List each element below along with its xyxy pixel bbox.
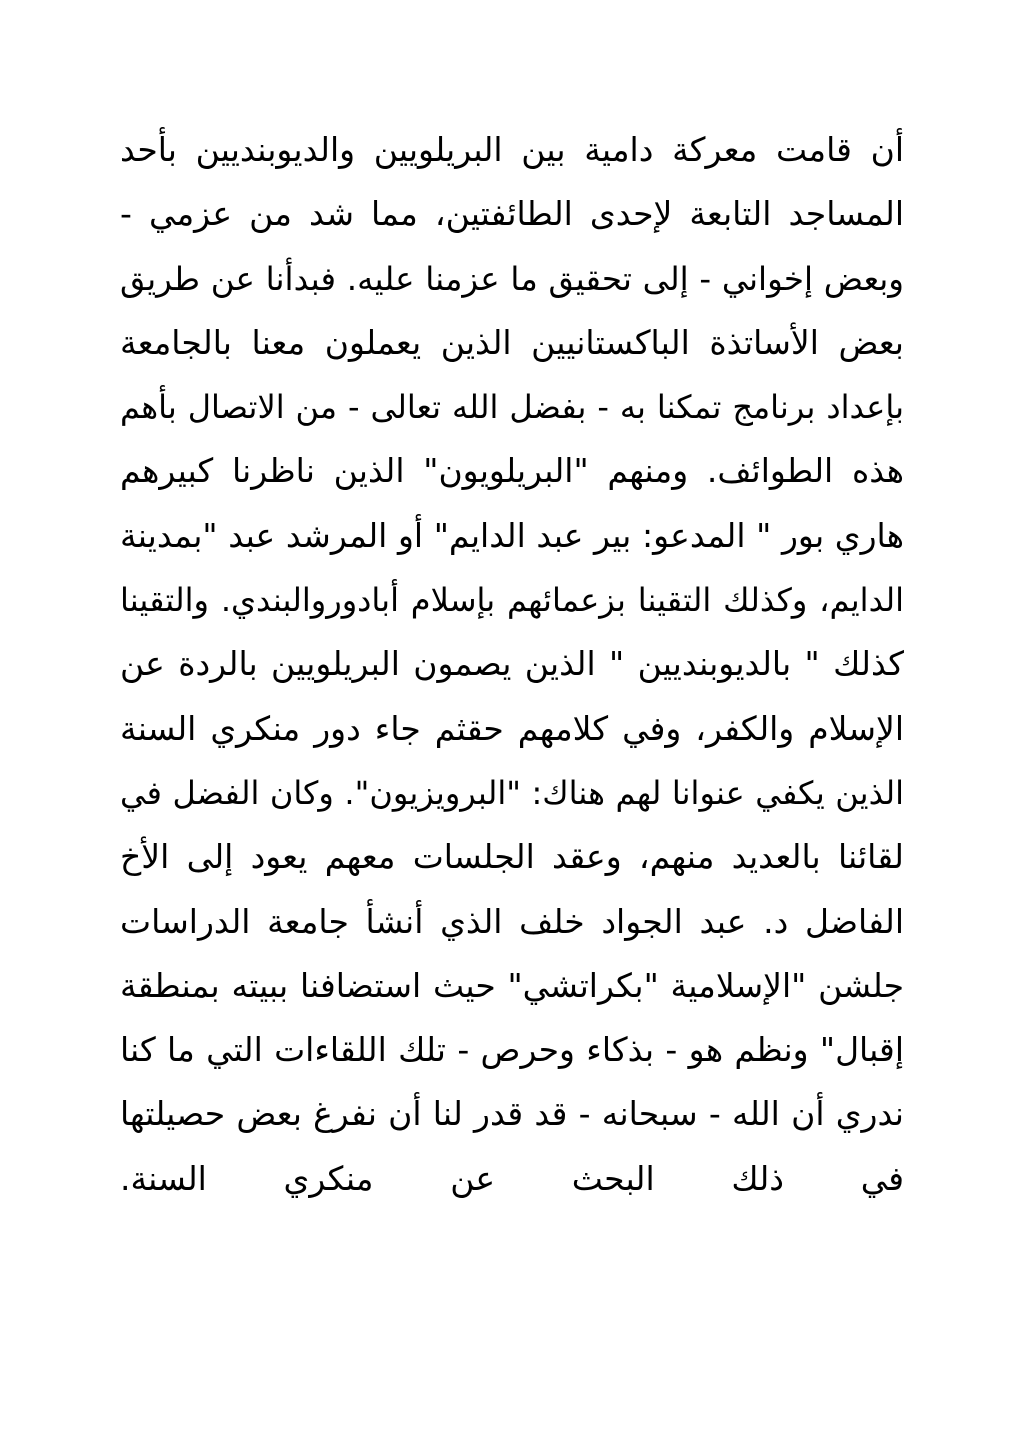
- text-line: إقبال" ونظم هو - بذكاء وحرص - تلك اللقاءات التي ما كنا: [120, 1030, 904, 1070]
- text-line: وبعض إخواني - إلى تحقيق ما عزمنا عليه. فبدأنا عن طريق: [120, 259, 904, 298]
- text-line: الفاضل د. عبد الجواد خلف الذي أنشأ جامعة الدراسات: [120, 901, 904, 941]
- text-line: جلشن "الإسلامية "بكراتشي" حيث استضافنا ببيته بمنطقة: [120, 965, 904, 1005]
- text-line: المساجد التابعة لإحدى الطائفتين، مما شد من عزمي -: [120, 194, 904, 234]
- text-line: لقائنا بالعديد منهم، وعقد الجلسات معهم يعود إلى الأخ: [120, 837, 904, 877]
- text-line: الذين يكفي عنوانا لهم هناك: "البرويزيون". وكان الفضل في: [120, 773, 904, 812]
- text-line: في ذلك البحث عن منكري السنة.: [120, 1158, 904, 1198]
- text-line: بإعداد برنامج تمكنا به - بفضل الله تعالى - من الاتصال بأهم: [120, 388, 904, 427]
- text-line: هاري بور " المدعو: بير عبد الدايم" أو المرشد عبد "بمدينة: [120, 515, 904, 555]
- text-line: أن قامت معركة دامية بين البريلويين والديوبنديين بأحد: [120, 130, 904, 169]
- text-line: بعض الأساتذة الباكستانيين الذين يعملون معنا بالجامعة: [120, 322, 904, 362]
- text-line: الدايم، وكذلك التقينا بزعمائهم بإسلام أبادوروالبندي. والتقينا: [120, 581, 904, 620]
- body-text: [120, 118, 904, 1211]
- text-line: هذه الطوائف. ومنهم "البريلويون" الذين ناظرنا كبيرهم: [120, 451, 904, 491]
- text-line: الإسلام والكفر، وفي كلامهم حقثم جاء دور منكري السنة: [120, 708, 904, 748]
- text-line: كذلك " بالديوبنديين " الذين يصمون البريلويين بالردة عن: [120, 644, 904, 684]
- text-line: ندري أن الله - سبحانه - قد قدر لنا أن نفرغ بعض حصيلتها: [120, 1094, 904, 1134]
